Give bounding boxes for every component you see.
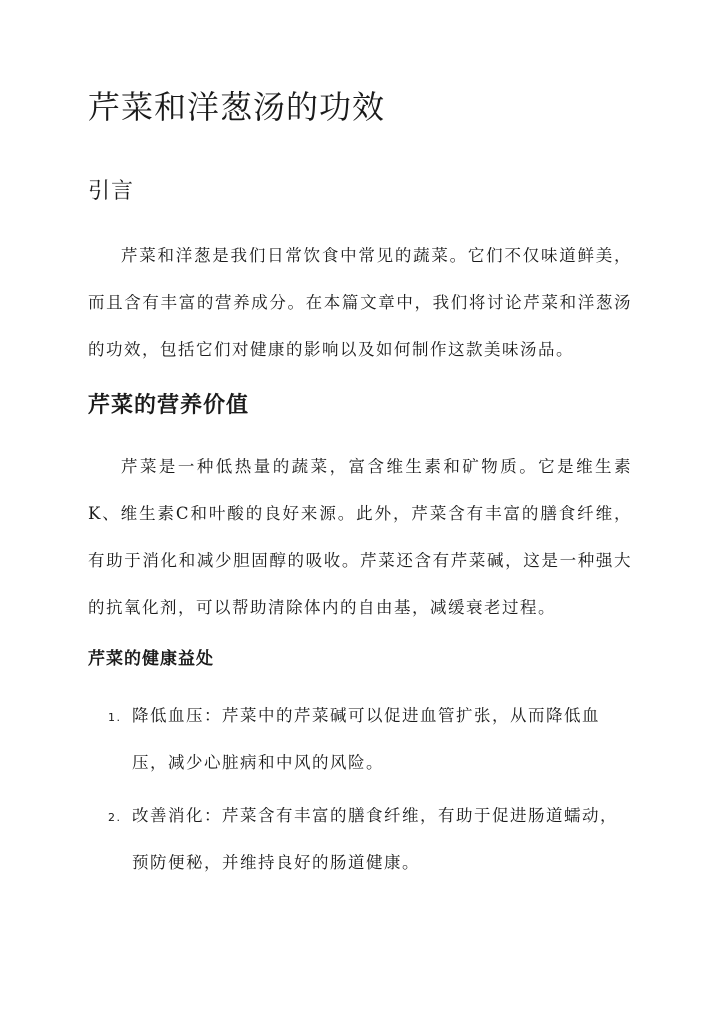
intro-heading: 引言	[88, 179, 135, 204]
list-item	[108, 792, 632, 886]
celery-benefits-list	[108, 692, 632, 886]
list-item	[108, 692, 632, 786]
celery-benefits-heading: 芹菜的健康益处	[88, 649, 214, 669]
document-title: 芹菜和洋葱汤的功效	[88, 88, 386, 126]
list-item-number: 1.	[108, 711, 122, 724]
celery-nutrition-heading: 芹菜的营养价值	[88, 392, 250, 418]
list-item-text: 改善消化：芹菜含有丰富的膳食纤维，有助于促进肠道蠕动，预防便秘，并维持良好的肠道健康。	[132, 806, 618, 872]
list-item-number: 2.	[108, 811, 122, 824]
list-item-text: 降低血压：芹菜中的芹菜碱可以促进血管扩张，从而降低血压，减少心脏病和中风的风险。	[132, 706, 600, 772]
celery-nutrition-paragraph: 芹菜是一种低热量的蔬菜，富含维生素和矿物质。它是维生素K、维生素C和叶酸的良好来源。此外，芹菜含有丰富的膳食纤维，有助于消化和减少胆固醇的吸收。芹菜还含有芹菜碱，这是一种强大的抗氧化剂，可以帮助清除体内的自由基，减缓衰老过程。	[88, 457, 632, 617]
intro-paragraph: 芹菜和洋葱是我们日常饮食中常见的蔬菜。它们不仅味道鲜美，而且含有丰富的营养成分。在本篇文章中，我们将讨论芹菜和洋葱汤的功效，包括它们对健康的影响以及如何制作这款美味汤品。	[88, 246, 632, 359]
